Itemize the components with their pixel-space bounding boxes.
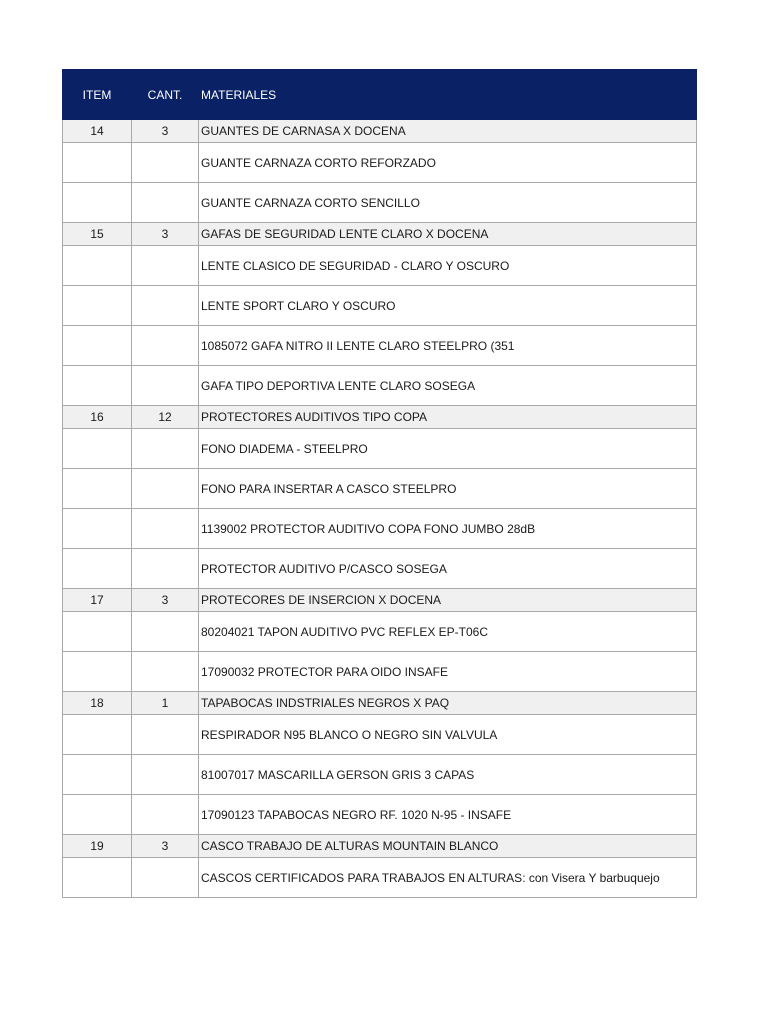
detail-row (63, 549, 697, 589)
empty-cant-cell (132, 366, 199, 406)
detail-description: 17090123 TAPABOCAS NEGRO RF. 1020 N-95 - INSAFE (199, 795, 697, 835)
header-cant: CANT. (132, 70, 199, 120)
detail-description: 80204021 TAPON AUDITIVO PVC REFLEX EP-T06C (199, 612, 697, 652)
detail-row (63, 795, 697, 835)
item-number: 16 (63, 406, 132, 429)
detail-description: FONO DIADEMA - STEELPRO (199, 429, 697, 469)
detail-description: FONO PARA INSERTAR A CASCO STEELPRO (199, 469, 697, 509)
detail-description: CASCOS CERTIFICADOS PARA TRABAJOS EN ALTURAS: con Visera Y barbuquejo (199, 858, 697, 898)
header-item: ITEM (63, 70, 132, 120)
empty-cant-cell (132, 143, 199, 183)
materials-table (62, 69, 697, 898)
empty-item-cell (63, 795, 132, 835)
detail-description: GAFA TIPO DEPORTIVA LENTE CLARO SOSEGA (199, 366, 697, 406)
detail-row (63, 143, 697, 183)
detail-row (63, 286, 697, 326)
empty-cant-cell (132, 795, 199, 835)
detail-row (63, 469, 697, 509)
group-title: PROTECORES DE INSERCION X DOCENA (199, 589, 697, 612)
empty-cant-cell (132, 549, 199, 589)
detail-description: 81007017 MASCARILLA GERSON GRIS 3 CAPAS (199, 755, 697, 795)
item-number: 14 (63, 120, 132, 143)
detail-description: RESPIRADOR N95 BLANCO O NEGRO SIN VALVULA (199, 715, 697, 755)
detail-row (63, 246, 697, 286)
empty-cant-cell (132, 429, 199, 469)
detail-row (63, 183, 697, 223)
detail-row (63, 366, 697, 406)
detail-row (63, 858, 697, 898)
detail-row (63, 509, 697, 549)
empty-item-cell (63, 143, 132, 183)
empty-item-cell (63, 509, 132, 549)
detail-description: GUANTE CARNAZA CORTO SENCILLO (199, 183, 697, 223)
group-title: GUANTES DE CARNASA X DOCENA (199, 120, 697, 143)
item-number: 17 (63, 589, 132, 612)
detail-description: LENTE CLASICO DE SEGURIDAD - CLARO Y OSCURO (199, 246, 697, 286)
group-row (63, 223, 697, 246)
empty-item-cell (63, 326, 132, 366)
group-title: GAFAS DE SEGURIDAD LENTE CLARO X DOCENA (199, 223, 697, 246)
group-title: TAPABOCAS INDSTRIALES NEGROS X PAQ (199, 692, 697, 715)
quantity: 3 (132, 223, 199, 246)
empty-cant-cell (132, 509, 199, 549)
item-number: 15 (63, 223, 132, 246)
group-row (63, 406, 697, 429)
empty-item-cell (63, 286, 132, 326)
empty-cant-cell (132, 612, 199, 652)
empty-item-cell (63, 652, 132, 692)
group-title: CASCO TRABAJO DE ALTURAS MOUNTAIN BLANCO (199, 835, 697, 858)
detail-row (63, 755, 697, 795)
empty-cant-cell (132, 326, 199, 366)
empty-item-cell (63, 183, 132, 223)
item-number: 18 (63, 692, 132, 715)
group-row (63, 835, 697, 858)
detail-description: 17090032 PROTECTOR PARA OIDO INSAFE (199, 652, 697, 692)
header-materiales: MATERIALES (199, 70, 697, 120)
detail-description: GUANTE CARNAZA CORTO REFORZADO (199, 143, 697, 183)
empty-item-cell (63, 549, 132, 589)
detail-row (63, 715, 697, 755)
detail-description: PROTECTOR AUDITIVO P/CASCO SOSEGA (199, 549, 697, 589)
empty-item-cell (63, 429, 132, 469)
empty-item-cell (63, 246, 132, 286)
quantity: 3 (132, 120, 199, 143)
empty-cant-cell (132, 755, 199, 795)
detail-row (63, 326, 697, 366)
empty-item-cell (63, 858, 132, 898)
empty-item-cell (63, 715, 132, 755)
empty-cant-cell (132, 469, 199, 509)
empty-item-cell (63, 755, 132, 795)
detail-row (63, 429, 697, 469)
empty-cant-cell (132, 858, 199, 898)
detail-row (63, 612, 697, 652)
group-row (63, 120, 697, 143)
empty-item-cell (63, 612, 132, 652)
empty-cant-cell (132, 715, 199, 755)
table-header (63, 70, 697, 120)
group-row (63, 692, 697, 715)
empty-item-cell (63, 469, 132, 509)
empty-item-cell (63, 366, 132, 406)
item-number: 19 (63, 835, 132, 858)
group-row (63, 589, 697, 612)
quantity: 3 (132, 835, 199, 858)
quantity: 3 (132, 589, 199, 612)
empty-cant-cell (132, 246, 199, 286)
quantity: 12 (132, 406, 199, 429)
quantity: 1 (132, 692, 199, 715)
detail-description: 1139002 PROTECTOR AUDITIVO COPA FONO JUMBO 28dB (199, 509, 697, 549)
detail-description: LENTE SPORT CLARO Y OSCURO (199, 286, 697, 326)
detail-row (63, 652, 697, 692)
table-body (63, 120, 697, 898)
empty-cant-cell (132, 652, 199, 692)
detail-description: 1085072 GAFA NITRO II LENTE CLARO STEELPRO (351 (199, 326, 697, 366)
empty-cant-cell (132, 286, 199, 326)
group-title: PROTECTORES AUDITIVOS TIPO COPA (199, 406, 697, 429)
empty-cant-cell (132, 183, 199, 223)
